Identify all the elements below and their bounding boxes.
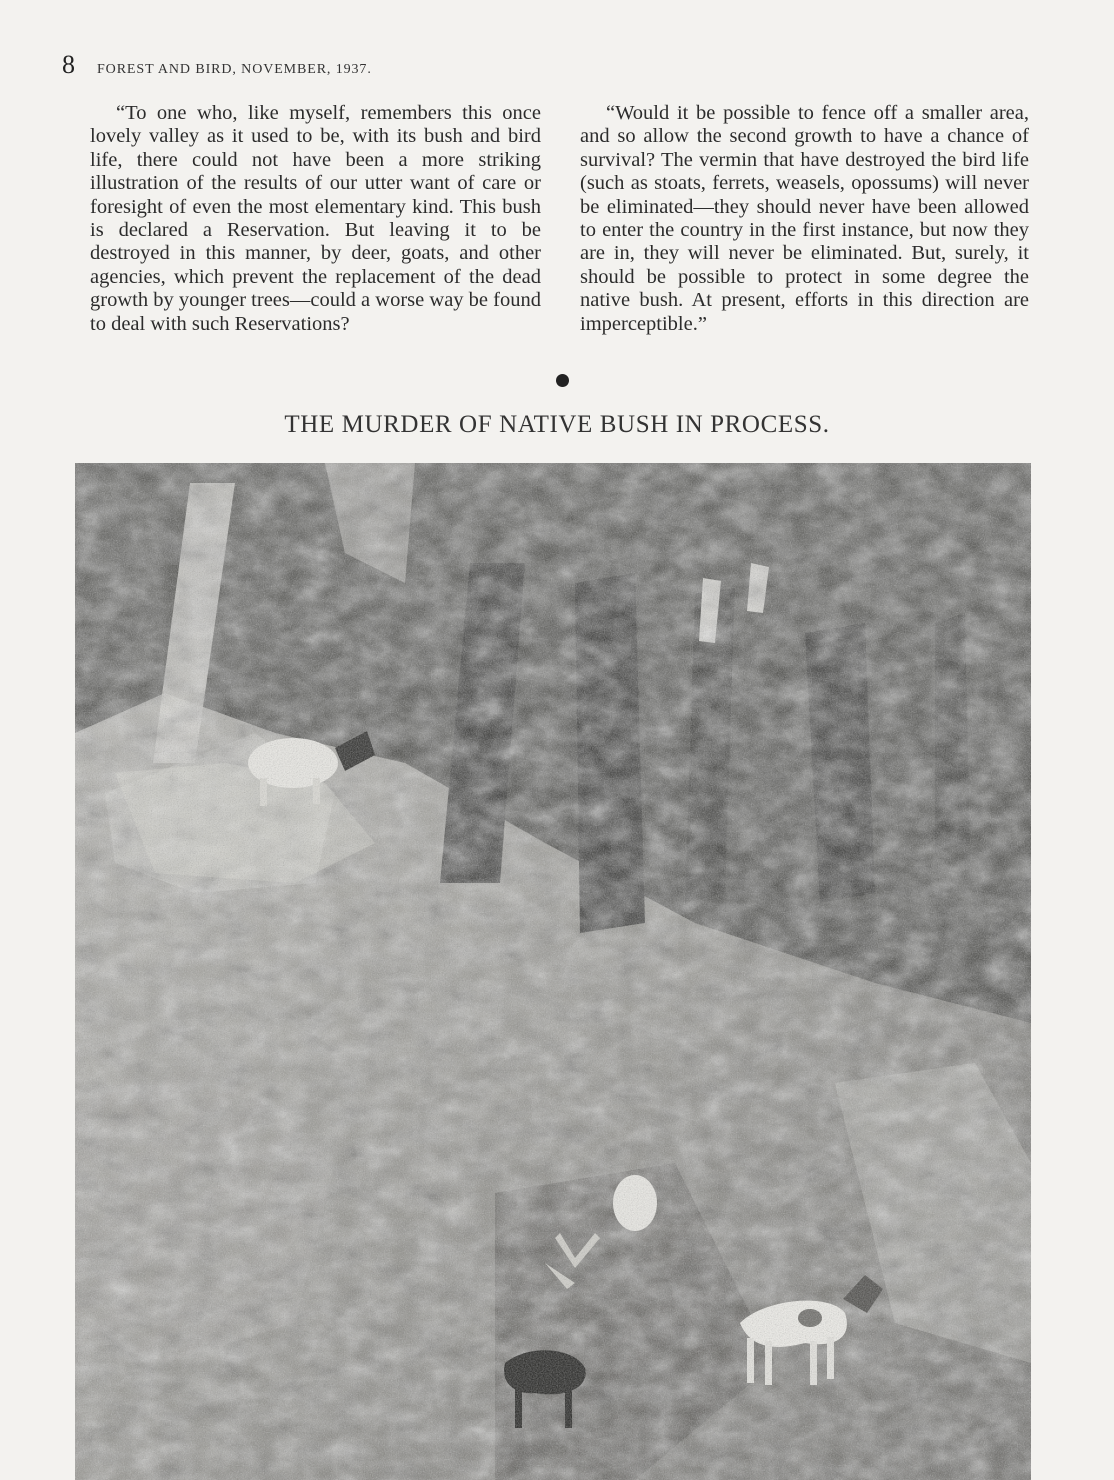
left-column-paragraph: “To one who, like myself, remembers this once lovely valley as it used to be, with its bush and bird life, there could not have been a more striking illustration of the results of our utter want of care or foresight of even the most elementary kind. This bush is declared a Reservation. But leaving it to be destroyed in this manner, by deer, goats, and other agencies, which prevent the replacement of the dead growth by younger trees—could a worse way be found to deal with such Reservations?	[90, 102, 541, 335]
right-column	[580, 102, 1029, 336]
left-column	[90, 102, 541, 336]
section-divider-bullet	[556, 374, 569, 387]
right-column-paragraph: “Would it be possible to fence off a smaller area, and so allow the second growth to have a chance of survival? The vermin that have destroyed the bird life (such as stoats, ferrets, weasels, opossums) will never be eliminated—they should never have been allowed to enter the country in the first instance, but now they are in, they will never be eliminated. But, surely, it should be possible to protect in some degree the native bush. At present, efforts in this direction are imperceptible.”	[580, 102, 1029, 335]
figure-title: THE MURDER OF NATIVE BUSH IN PROCESS.	[284, 411, 830, 438]
running-head: FOREST AND BIRD, NOVEMBER, 1937.	[97, 62, 372, 77]
goats-in-bush-photo	[75, 463, 1031, 1480]
page-header	[62, 50, 372, 80]
page-number: 8	[62, 50, 75, 79]
